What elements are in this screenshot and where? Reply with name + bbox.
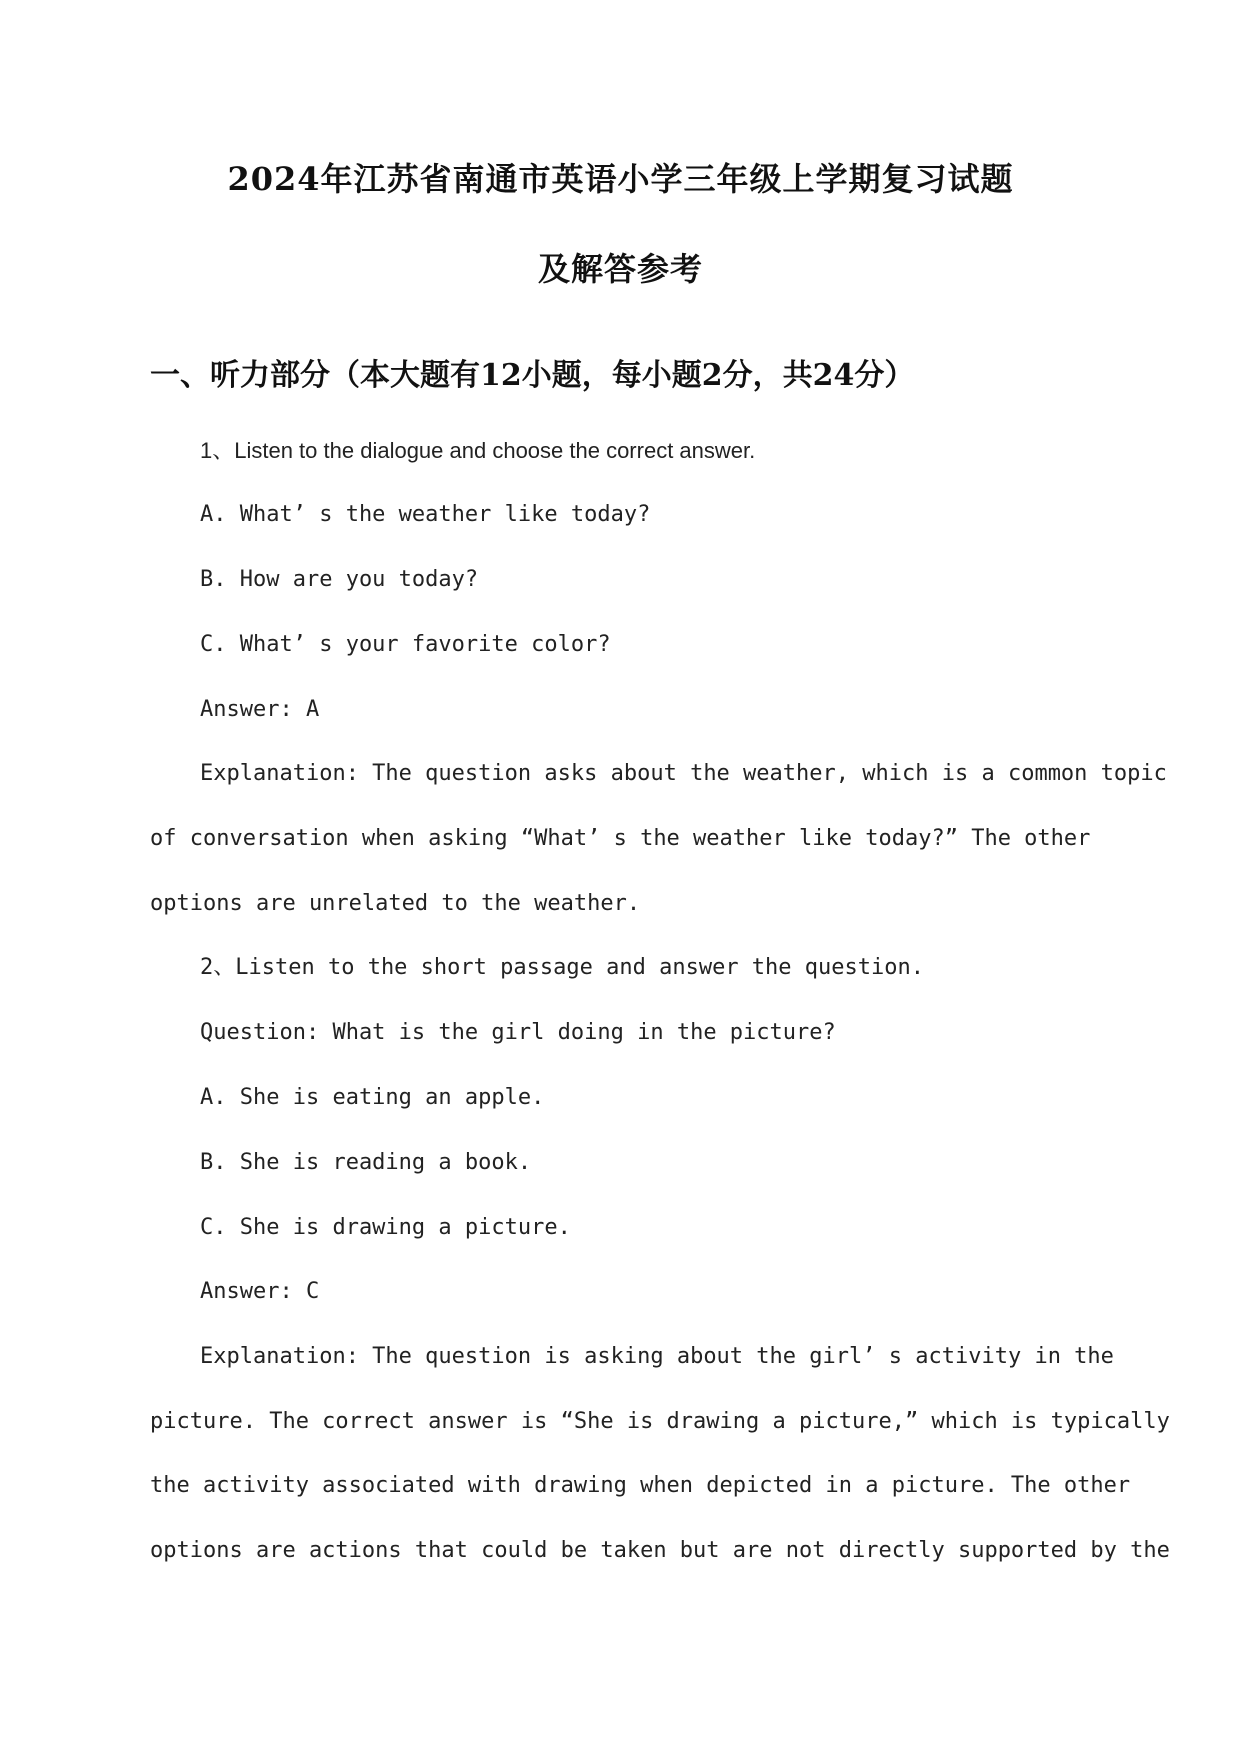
q2-option-b: B. She is reading a book.	[200, 1150, 532, 1175]
document-title: 2024年江苏省南通市英语小学三年级上学期复习试题	[227, 160, 1014, 198]
document-subtitle: 及解答参考	[537, 250, 703, 288]
q1-option-a: A. What’ s the weather like today?	[200, 502, 651, 527]
q2-question: Question: What is the girl doing in the picture?	[200, 1020, 836, 1045]
q2-prompt: 2、Listen to the short passage and answer the question.	[200, 955, 924, 980]
q1-option-b: B. How are you today?	[200, 567, 479, 592]
q2-explanation-line: picture. The correct answer is “She is drawing a picture,” which is typically	[150, 1409, 1170, 1434]
q2-option-a: A. She is eating an apple.	[200, 1085, 545, 1110]
q2-explanation-line: Explanation: The question is asking about the girl’ s activity in the	[200, 1344, 1114, 1369]
q1-prompt: 1、Listen to the dialogue and choose the correct answer.	[200, 438, 756, 463]
section-heading: 一、听力部分（本大题有12小题，每小题2分，共24分）	[150, 358, 915, 393]
q2-explanation-line: options are actions that could be taken but are not directly supported by the	[150, 1538, 1170, 1563]
q2-explanation-line: the activity associated with drawing when depicted in a picture. The other	[150, 1473, 1131, 1498]
q1-answer: Answer: A	[200, 697, 320, 722]
q1-explanation-line: Explanation: The question asks about the weather, which is a common topic	[200, 761, 1167, 786]
q1-explanation-line: options are unrelated to the weather.	[150, 891, 641, 916]
q1-option-c: C. What’ s your favorite color?	[200, 632, 611, 657]
q2-option-c: C. She is drawing a picture.	[200, 1215, 571, 1240]
q2-answer: Answer: C	[200, 1279, 320, 1304]
q1-explanation-line: of conversation when asking “What’ s the weather like today?” The other	[150, 826, 1091, 851]
